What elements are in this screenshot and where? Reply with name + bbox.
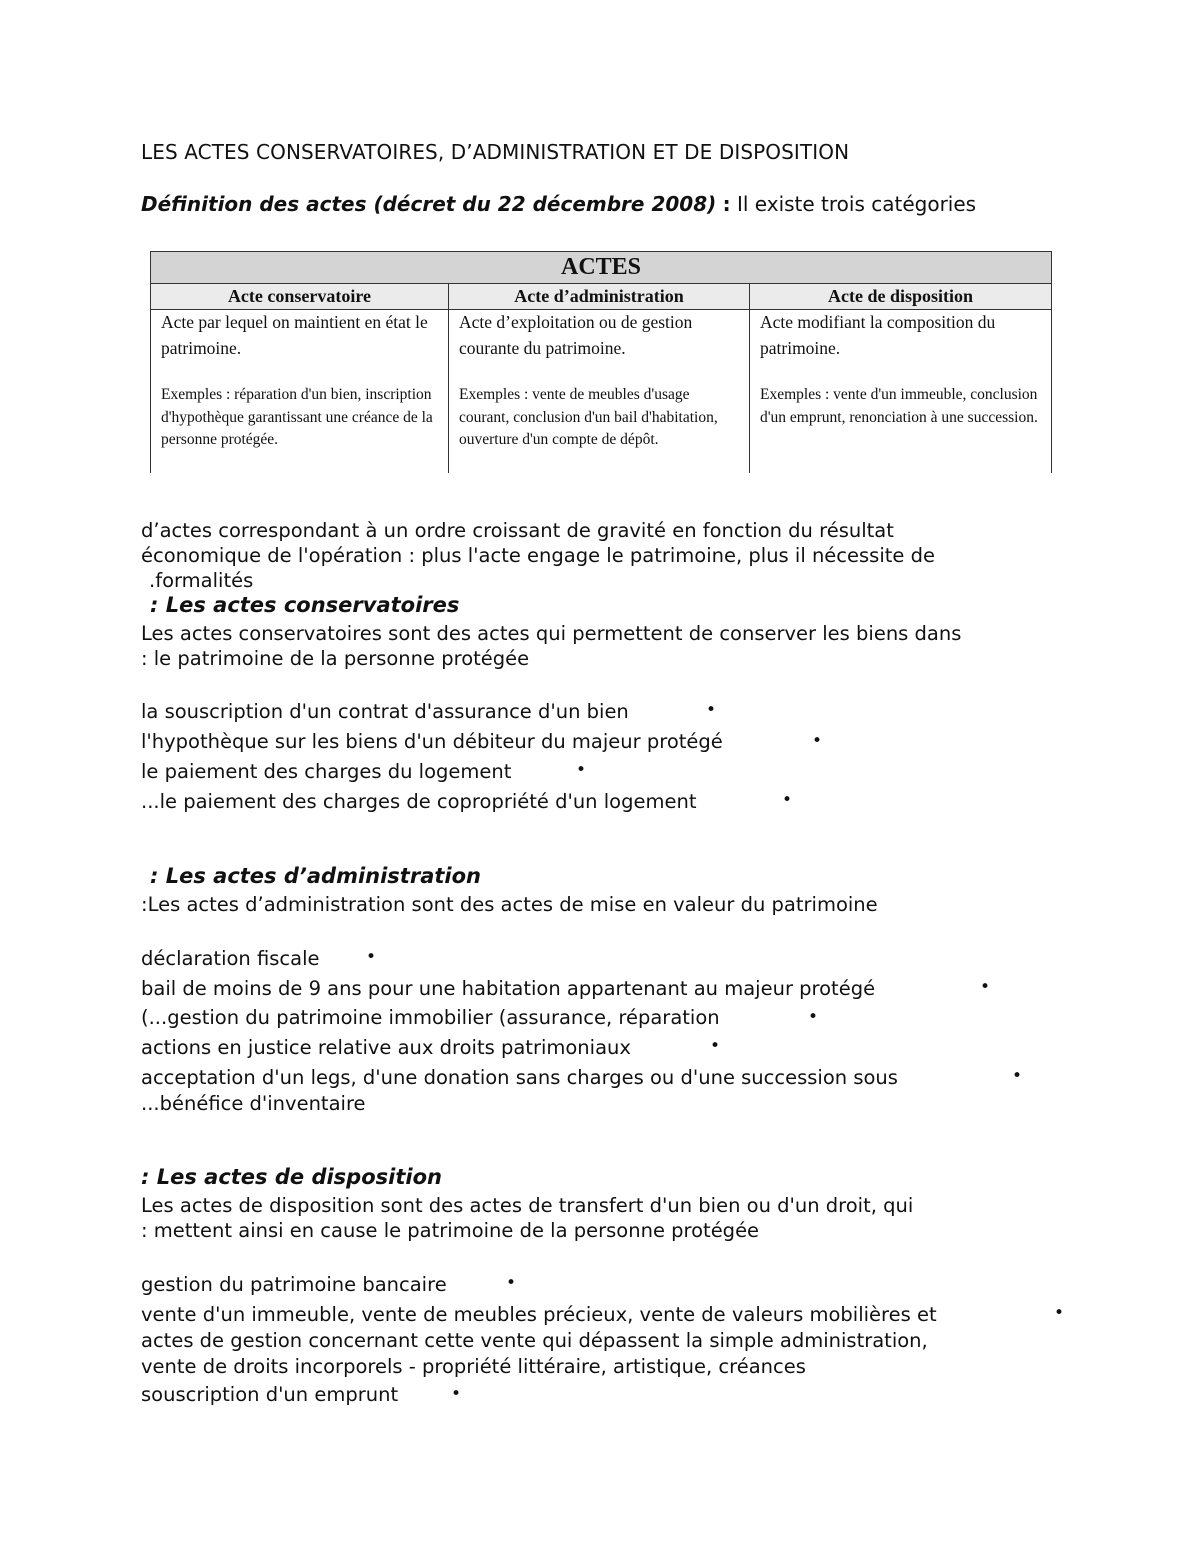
column-title-disposition: Acte de disposition bbox=[750, 284, 1052, 310]
definition-colon: : bbox=[722, 192, 731, 216]
list-item: la souscription d'un contrat d'assurance d'un bien bbox=[141, 700, 629, 723]
list-item-continuation: vente de droits incorporels - propriété littéraire, artistique, créances bbox=[141, 1355, 806, 1378]
list-item: acceptation d'un legs, d'une donation sans charges ou d'une succession sous bbox=[141, 1066, 898, 1089]
column-title-administration: Acte d’administration bbox=[449, 284, 750, 310]
definition-label: Définition des actes (décret du 22 décembre 2008) bbox=[141, 192, 717, 216]
cell-examples: Exemples : vente d'un immeuble, conclusion d'un emprunt, renonciation à une succession. bbox=[760, 386, 1038, 426]
list-item: vente d'un immeuble, vente de meubles précieux, vente de valeurs mobilières et bbox=[141, 1303, 937, 1326]
section-desc-line: : mettent ainsi en cause le patrimoine de la personne protégée bbox=[141, 1219, 760, 1242]
column-title-conservatoire: Acte conservatoire bbox=[151, 284, 449, 310]
section-heading-disposition: : Les actes de disposition bbox=[141, 1165, 442, 1189]
section-desc-line: Les actes conservatoires sont des actes qui permettent de conserver les biens dans bbox=[141, 622, 962, 645]
table-header: ACTES bbox=[151, 252, 1052, 284]
document-title: LES ACTES CONSERVATOIRES, D’ADMINISTRATION ET DE DISPOSITION bbox=[141, 140, 850, 164]
section-desc-line: : le patrimoine de la personne protégée bbox=[141, 647, 530, 670]
definition-rest: Il existe trois catégories bbox=[736, 192, 977, 216]
bullet-icon: • bbox=[1012, 1066, 1023, 1086]
list-item: bail de moins de 9 ans pour une habitation appartenant au majeur protégé bbox=[141, 977, 876, 1000]
bullet-icon: • bbox=[710, 1036, 721, 1056]
bullet-icon: • bbox=[706, 700, 717, 720]
bullet-icon: • bbox=[1054, 1303, 1065, 1323]
list-item: le paiement des charges du logement bbox=[141, 760, 512, 783]
list-item-continuation: actes de gestion concernant cette vente qui dépassent la simple administration, bbox=[141, 1329, 928, 1352]
section-heading-administration: : Les actes d’administration bbox=[150, 864, 481, 888]
bullet-icon: • bbox=[366, 947, 377, 967]
actes-table bbox=[150, 251, 1052, 473]
cell-definition: Acte par lequel on maintient en état le patrimoine. bbox=[161, 312, 428, 358]
bullet-icon: • bbox=[980, 977, 991, 997]
list-item: gestion du patrimoine bancaire bbox=[141, 1273, 447, 1296]
cell-definition: Acte d’exploitation ou de gestion courante du patrimoine. bbox=[459, 312, 693, 358]
intro-line: d’actes correspondant à un ordre croissant de gravité en fonction du résultat bbox=[141, 519, 894, 542]
cell-examples: Exemples : réparation d'un bien, inscription d'hypothèque garantissant une créance de la personne protégée. bbox=[161, 386, 433, 448]
section-desc-line: Les actes de disposition sont des actes de transfert d'un bien ou d'un droit, qui bbox=[141, 1194, 914, 1217]
intro-line: .formalités bbox=[149, 569, 254, 592]
bullet-icon: • bbox=[812, 731, 823, 751]
cell-examples: Exemples : vente de meubles d'usage courant, conclusion d'un bail d'habitation, ouverture d'un compte de dépôt. bbox=[459, 386, 718, 448]
bullet-icon: • bbox=[576, 760, 587, 780]
list-item: (...gestion du patrimoine immobilier (assurance, réparation bbox=[141, 1006, 720, 1029]
table-cell-conservatoire bbox=[151, 310, 449, 474]
bullet-icon: • bbox=[782, 790, 793, 810]
list-item: souscription d'un emprunt bbox=[141, 1383, 399, 1406]
table-cell-administration bbox=[449, 310, 750, 474]
bullet-icon: • bbox=[451, 1384, 462, 1404]
list-item: l'hypothèque sur les biens d'un débiteur du majeur protégé bbox=[141, 730, 723, 753]
intro-line: économique de l'opération : plus l'acte engage le patrimoine, plus il nécessite de bbox=[141, 544, 935, 567]
bullet-icon: • bbox=[506, 1273, 517, 1293]
section-desc-line: :Les actes d’administration sont des actes de mise en valeur du patrimoine bbox=[141, 893, 878, 916]
list-item: ...le paiement des charges de copropriété d'un logement bbox=[141, 790, 697, 813]
cell-definition: Acte modifiant la composition du patrimoine. bbox=[760, 312, 996, 358]
section-heading-conservatoires: : Les actes conservatoires bbox=[150, 593, 460, 617]
definition-line bbox=[141, 192, 976, 216]
list-item: déclaration fiscale bbox=[141, 947, 320, 970]
list-item-continuation: ...bénéfice d'inventaire bbox=[141, 1092, 366, 1115]
list-item: actions en justice relative aux droits patrimoniaux bbox=[141, 1036, 631, 1059]
table-cell-disposition bbox=[750, 310, 1052, 474]
bullet-icon: • bbox=[808, 1007, 819, 1027]
